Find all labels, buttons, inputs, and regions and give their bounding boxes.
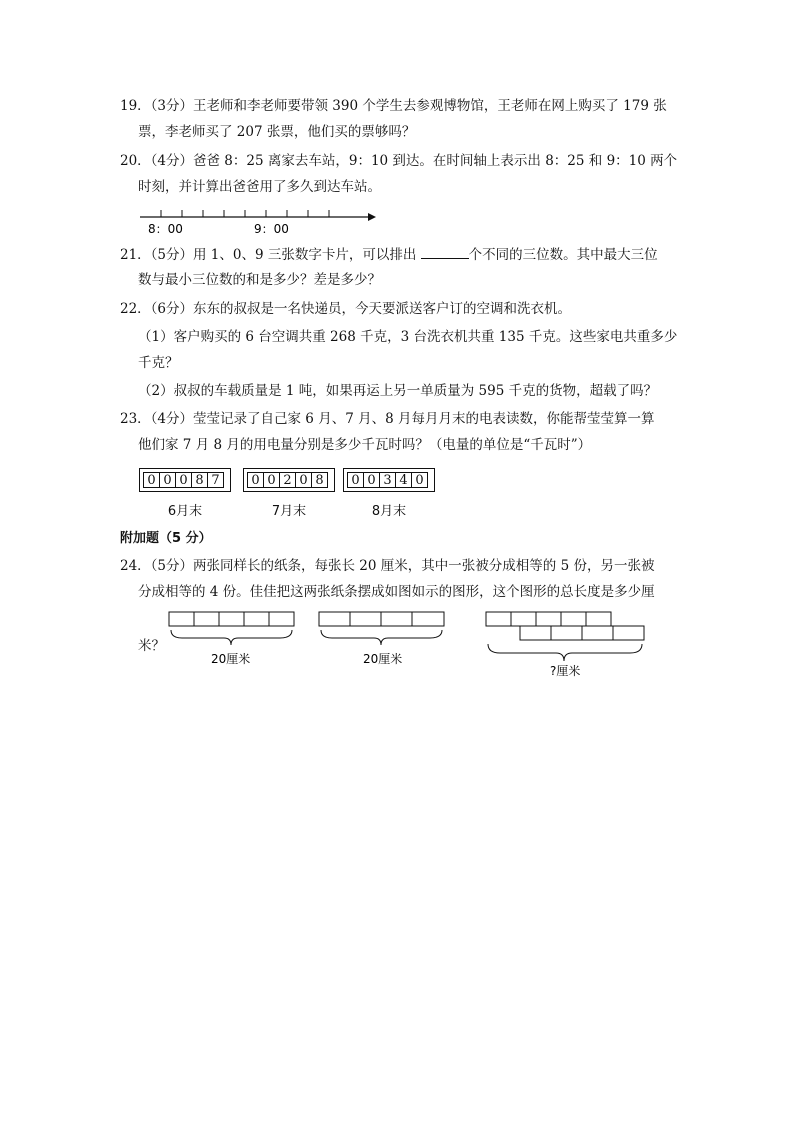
meter-digit: 0	[364, 473, 380, 487]
q19-line1: 19．（3分）王老师和李老师要带领 390 个学生去参观博物馆，王老师在网上购买了 179 张	[120, 98, 667, 114]
q23-line2: 他们家 7 月 8 月的用电量分别是多少千瓦时吗？（电量的单位是“千瓦时”）	[138, 437, 592, 453]
meter-digits	[143, 472, 224, 488]
q21-line2: 数与最小三位数的和是多少？差是多少？	[138, 272, 381, 288]
q22-line3: 千克？	[138, 355, 179, 371]
q24-line1: 24．（5分）两张同样长的纸条，每张长 20 厘米，其中一张被分成相等的 5 份，另一张被	[120, 558, 655, 574]
meter-digit: 0	[176, 473, 192, 487]
meter-box	[243, 468, 335, 492]
meter-digit: 0	[348, 473, 364, 487]
strip-a-label: 20厘米	[211, 652, 251, 666]
meter-digit: 3	[380, 473, 396, 487]
meter-digit: 0	[248, 473, 264, 487]
meter-digit: 8	[315, 473, 324, 488]
meter-box	[139, 468, 231, 492]
q21-text-b: 个不同的三位数。其中最大三位	[468, 247, 658, 263]
meter-digit: 4	[396, 473, 412, 487]
q19-line2: 票，李老师买了 207 张票，他们买的票够吗？	[138, 124, 416, 140]
timeline-arrow	[368, 213, 376, 221]
bonus-title: 附加题（5 分）	[120, 531, 212, 546]
q23-line1: 23．（4分）莹莹记录了自己家 6 月、7 月、8 月每月月末的电表读数，你能帮莹莹算一算	[120, 411, 655, 427]
meter-label: 7月末	[271, 504, 307, 519]
q20-line2: 时刻，并计算出爸爸用了多久到达车站。	[138, 179, 381, 195]
timeline	[138, 200, 378, 238]
q21-line1	[120, 244, 658, 265]
meter-digit: 2	[280, 473, 296, 487]
q24-line3: 米？	[138, 638, 165, 654]
meter-digit: 8	[192, 473, 208, 487]
meter-label: 6月末	[167, 504, 203, 519]
combined-label: ?厘米	[550, 664, 581, 678]
meter-digits	[247, 472, 328, 488]
meter-box	[343, 468, 435, 492]
q22-line4: （2）叔叔的车载质量是 1 吨，如果再运上另一单质量为 595 千克的货物，超载了吗？	[138, 383, 658, 399]
strip-four-parts	[318, 610, 448, 674]
meter-digit: 0	[144, 473, 160, 487]
meter-digit: 0	[264, 473, 280, 487]
meter-digit: 0	[160, 473, 176, 487]
q24-line2: 分成相等的 4 份。佳佳把这两张纸条摆成如图如示的图形，这个图形的总长度是多少厘	[138, 584, 655, 600]
meter-digit: 0	[296, 473, 312, 487]
q22-line2: （1）客户购买的 6 台空调共重 268 千克，3 台洗衣机共重 135 千克。这些家电共重多少	[138, 329, 678, 345]
strip-five-parts	[168, 610, 298, 674]
q21-answer-blank[interactable]	[421, 244, 469, 259]
timeline-start-label: 8：00	[148, 222, 183, 236]
meter-label: 8月末	[371, 504, 407, 519]
q22-line1: 22．（6分）东东的叔叔是一名快递员，今天要派送客户订的空调和洗衣机。	[120, 301, 572, 317]
meter-digit: 7	[211, 473, 220, 488]
timeline-end-label: 9：00	[254, 222, 289, 236]
meter-digits	[347, 472, 428, 488]
strip-b-label: 20厘米	[363, 652, 403, 666]
timeline-ticks	[161, 210, 329, 217]
meter-digit: 0	[415, 473, 424, 488]
combined-strips	[484, 610, 650, 682]
q20-line1: 20．（4分）爸爸 8：25 离家去车站，9：10 到达。在时间轴上表示出 8：25 和 9：10 两个	[120, 153, 678, 169]
q21-text-a: 21．（5分）用 1、0、9 三张数字卡片，可以排出	[120, 247, 421, 263]
